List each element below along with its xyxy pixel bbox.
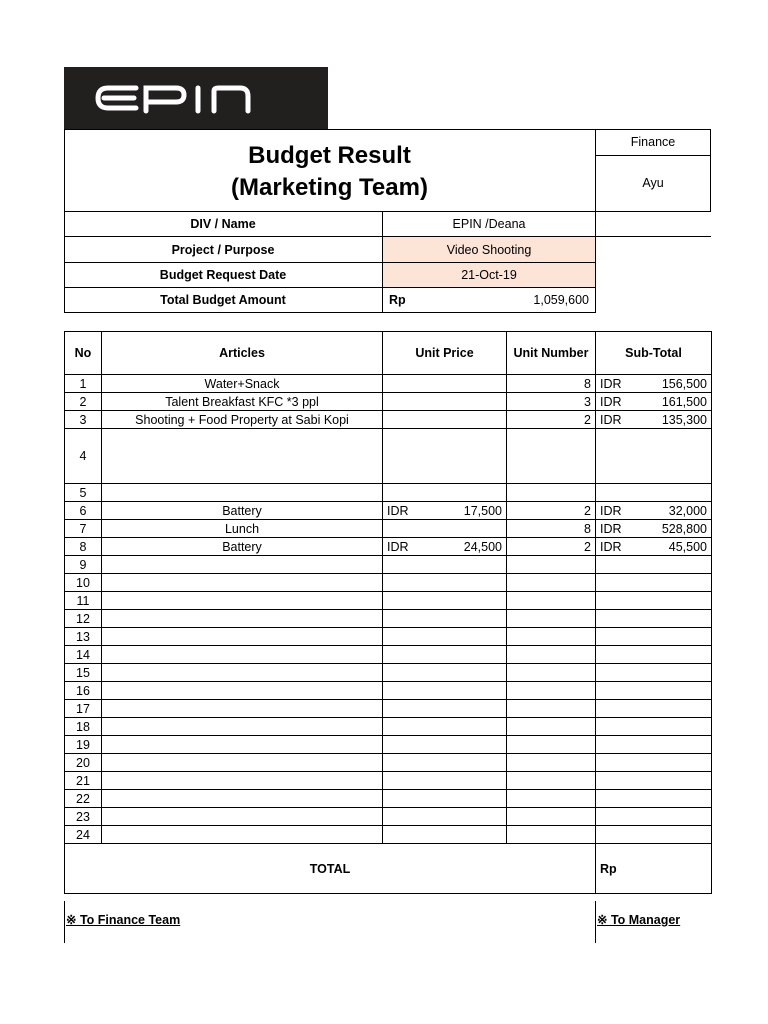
sub-currency: IDR (600, 539, 622, 554)
row-unit-number: 8 (507, 520, 596, 538)
row-sub-total (596, 826, 712, 844)
row-unit-number (507, 682, 596, 700)
row-unit-number (507, 772, 596, 790)
total-currency: Rp (389, 293, 406, 307)
sub-currency: IDR (600, 376, 622, 391)
row-article (102, 664, 383, 682)
row-unit-number: 8 (507, 375, 596, 393)
row-article (102, 826, 383, 844)
table-row (65, 628, 712, 646)
row-no: 9 (65, 556, 102, 574)
row-article (102, 592, 383, 610)
row-article: Lunch (102, 520, 383, 538)
row-sub-total (596, 429, 712, 484)
row-unit-number (507, 754, 596, 772)
items-table (64, 331, 712, 894)
row-sub-total (596, 808, 712, 826)
row-unit-price (383, 628, 507, 646)
row-sub-total (596, 610, 712, 628)
sub-currency: IDR (600, 412, 622, 427)
table-row (65, 754, 712, 772)
info-right-border (595, 211, 596, 313)
footer-mid-border (595, 901, 596, 943)
row-no: 22 (65, 790, 102, 808)
row-sub-total (596, 574, 712, 592)
row-no: 2 (65, 393, 102, 411)
row-unit-number (507, 664, 596, 682)
row-article (102, 628, 383, 646)
row-sub-total (596, 592, 712, 610)
row-unit-number: 2 (507, 502, 596, 520)
row-unit-price (383, 736, 507, 754)
total-row (65, 844, 712, 894)
total-currency-cell: Rp (596, 844, 712, 894)
row-unit-price (383, 484, 507, 502)
row-sub-total (596, 754, 712, 772)
info-value-div-name: EPIN /Deana (452, 216, 526, 231)
row-article (102, 754, 383, 772)
sub-value: 32,000 (668, 503, 707, 518)
row-article (102, 700, 383, 718)
page-title (64, 140, 595, 204)
table-row (65, 610, 712, 628)
row-unit-number: 2 (507, 411, 596, 429)
row-sub-total (596, 484, 712, 502)
row-unit-price (383, 429, 507, 484)
row-sub-total (596, 411, 712, 429)
row-unit-number (507, 826, 596, 844)
row-article: Talent Breakfast KFC *3 ppl (102, 393, 383, 411)
price-currency: IDR (387, 539, 409, 554)
row-unit-price (383, 718, 507, 736)
row-unit-number (507, 556, 596, 574)
row-unit-price (383, 375, 507, 393)
approver-label: Finance (630, 135, 676, 149)
row-unit-price (383, 808, 507, 826)
row-no: 5 (65, 484, 102, 502)
row-unit-number: 3 (507, 393, 596, 411)
row-unit-number (507, 592, 596, 610)
row-no: 18 (65, 718, 102, 736)
row-no: 23 (65, 808, 102, 826)
row-article (102, 484, 383, 502)
row-unit-price (383, 610, 507, 628)
table-row (65, 682, 712, 700)
header-sub-total: Sub-Total (596, 332, 712, 375)
row-no: 4 (65, 429, 102, 484)
info-value-project: Video Shooting (383, 237, 595, 262)
row-sub-total (596, 700, 712, 718)
row-sub-total (596, 393, 712, 411)
epin-logo-mark (64, 67, 328, 129)
row-sub-total (596, 664, 712, 682)
row-sub-total (596, 520, 712, 538)
table-row (65, 592, 712, 610)
row-unit-price (383, 538, 507, 556)
sub-value: 135,300 (661, 412, 707, 427)
info-value-date: 21-Oct-19 (383, 263, 595, 287)
table-row (65, 411, 712, 429)
row-sub-total (596, 556, 712, 574)
row-unit-number (507, 429, 596, 484)
table-row (65, 429, 712, 484)
table-row (65, 826, 712, 844)
row-article (102, 718, 383, 736)
row-no: 16 (65, 682, 102, 700)
sub-currency: IDR (600, 394, 622, 409)
row-unit-number (507, 484, 596, 502)
row-no: 19 (65, 736, 102, 754)
header-unit-number: Unit Number (507, 332, 596, 375)
row-article (102, 808, 383, 826)
row-sub-total (596, 790, 712, 808)
header-no: No (65, 332, 102, 375)
row-no: 1 (65, 375, 102, 393)
row-unit-number (507, 700, 596, 718)
table-row (65, 538, 712, 556)
to-manager-link[interactable]: ※ To Manager (597, 913, 681, 927)
row-unit-price (383, 592, 507, 610)
table-row (65, 484, 712, 502)
row-no: 15 (65, 664, 102, 682)
to-finance-team-link[interactable]: ※ To Finance Team (66, 913, 181, 927)
row-unit-number (507, 736, 596, 754)
row-no: 12 (65, 610, 102, 628)
row-article (102, 790, 383, 808)
table-row (65, 393, 712, 411)
row-no: 21 (65, 772, 102, 790)
table-row (65, 574, 712, 592)
info-label-div-name: DIV / Name (190, 216, 256, 231)
table-body (65, 375, 712, 844)
row-article: Shooting + Food Property at Sabi Kopi (102, 411, 383, 429)
title-line-1: Budget Result (248, 142, 411, 169)
row-article: Battery (102, 502, 383, 520)
info-label-total: Total Budget Amount (160, 293, 286, 307)
info-label-date: Budget Request Date (159, 268, 287, 282)
row-unit-price (383, 502, 507, 520)
total-amount: 1,059,600 (533, 293, 589, 307)
table-row (65, 375, 712, 393)
row-no: 11 (65, 592, 102, 610)
row-unit-number (507, 646, 596, 664)
row-no: 14 (65, 646, 102, 664)
epin-logo (64, 67, 328, 129)
row-unit-price (383, 772, 507, 790)
sub-value: 45,500 (668, 539, 707, 554)
table-row (65, 520, 712, 538)
row-unit-price (383, 826, 507, 844)
row-article (102, 610, 383, 628)
approver-name: Ayu (642, 176, 664, 190)
row-unit-price (383, 700, 507, 718)
row-unit-number (507, 628, 596, 646)
row-sub-total (596, 736, 712, 754)
row-unit-price (383, 682, 507, 700)
sub-value: 161,500 (661, 394, 707, 409)
info-value-total (383, 288, 595, 312)
header-articles: Articles (102, 332, 383, 375)
row-no: 3 (65, 411, 102, 429)
table-row (65, 556, 712, 574)
table-row (65, 736, 712, 754)
row-unit-number (507, 808, 596, 826)
row-article (102, 646, 383, 664)
row-unit-price (383, 520, 507, 538)
row-unit-price (383, 754, 507, 772)
row-no: 10 (65, 574, 102, 592)
title-line-2: (Marketing Team) (231, 174, 428, 201)
row-unit-price (383, 411, 507, 429)
info-label-project: Project / Purpose (171, 242, 275, 257)
row-no: 17 (65, 700, 102, 718)
row-sub-total (596, 646, 712, 664)
row-article: Battery (102, 538, 383, 556)
row-unit-number (507, 610, 596, 628)
row-unit-number (507, 574, 596, 592)
row-no: 6 (65, 502, 102, 520)
price-value: 24,500 (463, 539, 502, 554)
sub-currency: IDR (600, 521, 622, 536)
table-row (65, 718, 712, 736)
row-no: 20 (65, 754, 102, 772)
table-row (65, 772, 712, 790)
sub-value: 528,800 (661, 521, 707, 536)
row-sub-total (596, 682, 712, 700)
row-unit-price (383, 790, 507, 808)
row-no: 24 (65, 826, 102, 844)
row-article (102, 682, 383, 700)
row-article (102, 736, 383, 754)
row-unit-number (507, 718, 596, 736)
price-value: 17,500 (463, 503, 502, 518)
row-sub-total (596, 772, 712, 790)
row-article (102, 429, 383, 484)
table-row (65, 790, 712, 808)
row-article (102, 556, 383, 574)
total-label: TOTAL (65, 844, 596, 894)
price-currency: IDR (387, 503, 409, 518)
table-row (65, 646, 712, 664)
row-unit-number (507, 790, 596, 808)
row-article (102, 772, 383, 790)
row-article (102, 574, 383, 592)
row-unit-price (383, 664, 507, 682)
table-row (65, 664, 712, 682)
row-article: Water+Snack (102, 375, 383, 393)
row-no: 13 (65, 628, 102, 646)
row-unit-price (383, 393, 507, 411)
row-sub-total (596, 628, 712, 646)
info-bottom-border (64, 312, 595, 313)
row-unit-price (383, 646, 507, 664)
table-row (65, 502, 712, 520)
row-unit-price (383, 574, 507, 592)
table-row (65, 808, 712, 826)
items-table-wrapper (64, 331, 711, 894)
sub-value: 156,500 (661, 376, 707, 391)
row-sub-total (596, 718, 712, 736)
header-unit-price: Unit Price (383, 332, 507, 375)
row-sub-total (596, 502, 712, 520)
row-no: 8 (65, 538, 102, 556)
footer-left-border (64, 901, 65, 943)
sub-currency: IDR (600, 503, 622, 518)
row-unit-price (383, 556, 507, 574)
row-no: 7 (65, 520, 102, 538)
row-sub-total (596, 375, 712, 393)
table-header-row (65, 332, 712, 375)
row-sub-total (596, 538, 712, 556)
table-row (65, 700, 712, 718)
row-unit-number: 2 (507, 538, 596, 556)
